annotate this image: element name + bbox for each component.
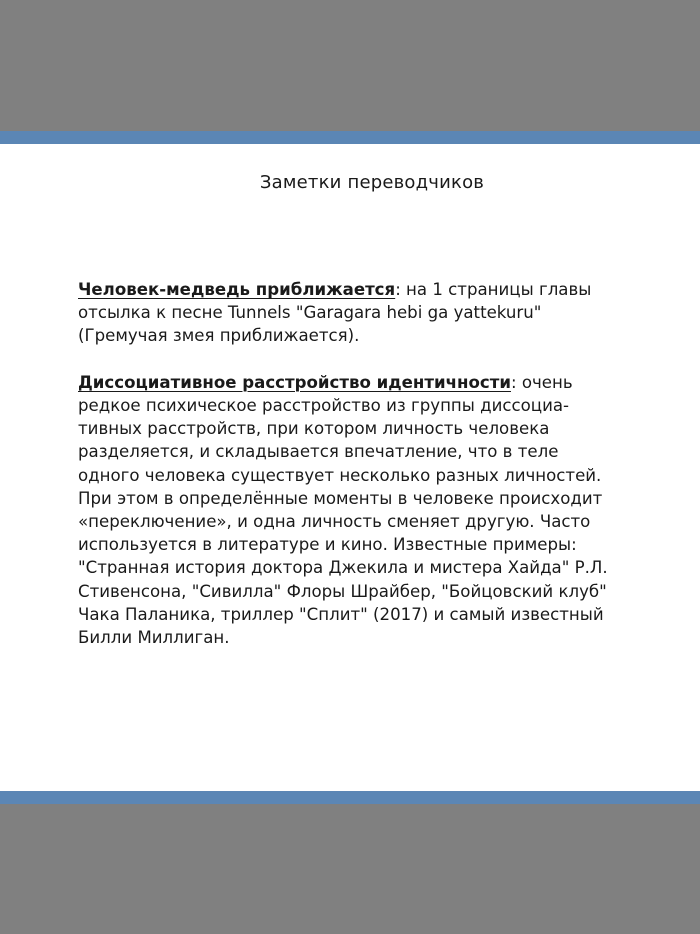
note-text: очень редкое психическое расстройство из группы диссоциа-тивных расстройств, при котором личность человека разделяется, и складывается впечатление, что в теле одного человека существует несколько разных личностей. При этом в определённые моменты в человеке происходит «переключение», и одна личность сменяет другую. Часто используется в литературе и кино. Известные примеры: "Странная история доктора Джекила и мистера Хайда" Р.Л. Стивенсона, "Сивилла" Флоры Шрайбер, "Бойцовский клуб" Чака Паланика, триллер "Сплит" (2017) и самый известный Билли Миллиган. [78,372,608,648]
note-term: Человек-медведь приближается [78,280,396,299]
note-text: на 1 страницы главы отсылка к песне Tunnels "Garagara hebi ga yattekuru" (Гремучая змея приближается). [78,280,592,346]
note-entry [78,278,618,348]
note-entry [78,371,618,649]
page-title: Заметки переводчиков [259,172,485,193]
top-blue-stripe [0,131,700,144]
note-separator: : [510,372,517,392]
note-separator: : [395,280,401,299]
notes-body [78,278,618,672]
note-term: Диссоциативное расстройство идентичности [78,372,511,392]
bottom-blue-stripe [0,791,700,804]
translator-notes-page [0,144,700,791]
top-gray-margin [0,0,700,131]
